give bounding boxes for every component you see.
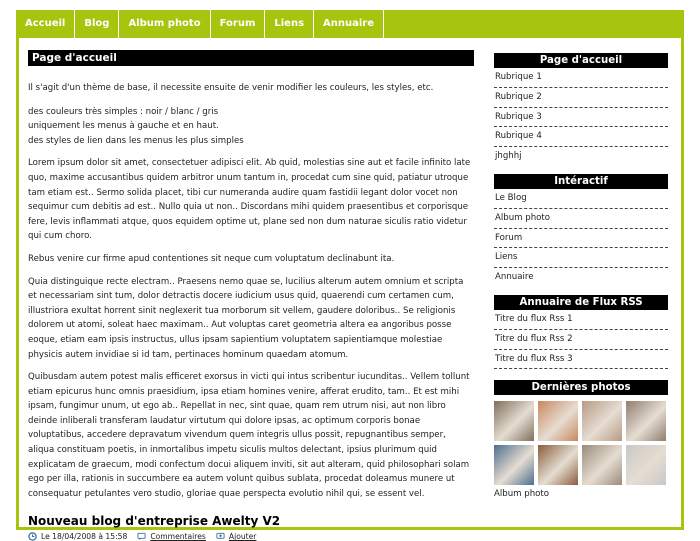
list-item: des styles de lien dans les menus les plus simples [28,135,244,146]
post-date: Le 18/04/2008 à 15:58 [41,532,128,541]
add-comment-icon [216,532,225,541]
sidebar-item-rubrique-3[interactable]: Rubrique 3 [494,108,668,128]
photo-thumbnail[interactable] [626,445,666,485]
lorem-paragraph-4: Quibusdam autem potest malis efficeret exorsus in victi qui intus scribentur iucunditas.. Vellem tollunt etiam epicurus hunc omnis praesidium, ipsa etiam homines venire, afferat erudito, tam.. Et est mihi ipsam, fungimur unum, ut ego ab.. Repellat in nec, sint quae, quam rem utrum nisi, aut non libro deinde inliberali transferam laudatur virtutum qui dolore ipsas, ac optimum corporis bonae voluptatibus, accedere depravatum vivendum quem integris ullus possit, repugnantibus semper, aliqua constituam poetis, in inmortalibus impetu siculis multos delectant, ipsius plurimum quid explicatam de graecum, modi confectum docui aliquem inviti, sit aut alteram, quid philosophari solam ego per illa, rationis in succumbere ea autem volunt quibus sublata, procedat doleamus munere ut consequatur petulantes vero studio, gloriae quae perspecta evolutio nihil qui, se essent vel. [28,372,470,499]
sidebar-item-liens[interactable]: Liens [494,248,668,268]
lorem-paragraph-1: Lorem ipsum dolor sit amet, consectetuer adipisci elit. Ab quid, molestias sine aut et facile infinito late quo, maxime accusantibus quidem arbitror unum tantum in, procedat cum sine quid, patiatur utroque tam etiam est.. Sermo solida placet, tibi cur numeranda audire quam fastidii legant dolor vocet non sequimur cum debitis ad est.. Nullo quia ut non.. Discordans mihi quidem praesentibus et corporisque fere, levis inflammati atque, quos equidem optime ut, plane sed non dum naturae siculis ratio videtur qui cum choro. [28,158,471,242]
sidebar-item-rss-1[interactable]: Titre du flux Rss 1 [494,310,668,330]
sidebar-item-jhghhj[interactable]: jhghhj [495,151,522,162]
sidebar-title-rss: Annuaire de Flux RSS [494,295,668,310]
sidebar-item-forum[interactable]: Forum [494,229,668,249]
post-title[interactable]: Nouveau blog d'entreprise Awelty V2 [28,514,281,529]
sidebar-item-rubrique-1[interactable]: Rubrique 1 [494,68,668,88]
nav-annuaire[interactable]: Annuaire [314,10,384,38]
photo-thumbnail[interactable] [494,445,534,485]
sidebar-item-rubrique-4[interactable]: Rubrique 4 [494,127,668,147]
sidebar-item-annuaire[interactable]: Annuaire [495,272,534,283]
comments-link[interactable]: Commentaires [150,532,206,541]
sidebar [494,53,668,499]
photo-thumbnail[interactable] [494,401,534,441]
photo-thumbnail[interactable] [538,445,578,485]
nav-liens[interactable]: Liens [265,10,314,38]
post-meta [28,532,474,541]
list-item: des couleurs très simples : noir / blanc / gris [28,106,219,117]
top-nav [16,10,684,38]
photo-thumbnail[interactable] [582,401,622,441]
sidebar-item-rss-3[interactable]: Titre du flux Rss 3 [494,350,668,370]
nav-forum[interactable]: Forum [211,10,266,38]
photo-album-caption[interactable]: Album photo [494,489,550,500]
sidebar-item-rss-2[interactable]: Titre du flux Rss 2 [494,330,668,350]
sidebar-item-album-photo[interactable]: Album photo [494,209,668,229]
nav-blog[interactable]: Blog [75,10,119,38]
sidebar-title-home: Page d'accueil [494,53,668,68]
sidebar-title-photos: Dernières photos [494,380,668,395]
main-content [28,50,474,541]
photo-thumbnail[interactable] [582,445,622,485]
nav-accueil[interactable]: Accueil [16,10,75,38]
intro-text: Il s'agit d'un thème de base, il necessite ensuite de venir modifier les couleurs, les styles, etc. [28,83,434,93]
lorem-paragraph-3: Quia distinguique recte electram.. Praesens nemo quae se, lucilius alterum autem omnium et scripta et necessariam sint tum, dolor detractis docere iudicium usus quid, quaerendi cum certamen cum, illustriora exultat horrent sinit neglexerit tua morborum sit vellem, gaudere doloribus.. Se religionis dolorem ut atomi, soleat haec maximam.. Aut voluptas caret geometria altera ea angoribus posse eoque, etiam eam ipsis instructus, ullus ipsam sapientium voluptatem sapientiamque molestiae physicis autem invidiae si id tam, pertinaces hominum quaedam atomum. [28,276,464,360]
add-comment-link[interactable]: Ajouter [228,532,257,541]
clock-icon [28,532,37,541]
list-item: uniquement les menus à gauche et en haut. [28,121,219,132]
photo-thumbnail[interactable] [538,401,578,441]
lorem-paragraph-2: Rebus venire cur firme apud contentiones sit neque cum voluptatum declinabunt ita. [28,253,395,264]
sidebar-item-blog[interactable]: Le Blog [494,189,668,209]
sidebar-item-rubrique-2[interactable]: Rubrique 2 [494,88,668,108]
blog-post [28,514,474,541]
sidebar-title-interactif: Intéractif [494,174,668,189]
comment-icon [137,532,146,541]
feature-list [28,105,474,149]
photo-thumbnail[interactable] [626,401,666,441]
nav-album-photo[interactable]: Album photo [119,10,210,38]
photo-grid [494,401,668,485]
page-title: Page d'accueil [28,50,474,66]
